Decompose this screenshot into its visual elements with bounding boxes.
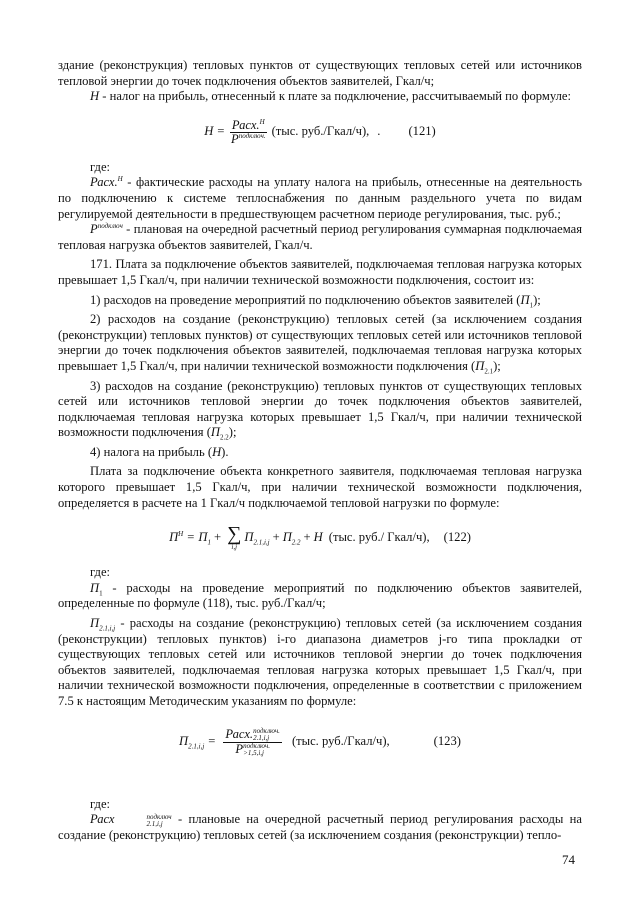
formula-121-denominator: $P^{подключ.}$ (231, 131, 266, 146)
formula-123-fraction (223, 728, 282, 757)
paragraph-rasch-definition: Расх.$^Н$ - фактические расходы на уплату налога на прибыль, отнесенные на деятельность по подключению к системе теплоснабжения по данным раздельного учета по видам регулируемой деятельности в предшествующем расчетном периоде регулирования, тыс. руб.; (58, 175, 582, 221)
formula-123-unit: (тыс. руб./Гкал/ч), (291, 734, 390, 749)
paragraph-h-definition (58, 89, 582, 105)
symbol-h: Н (90, 89, 100, 104)
paragraph-p-definition: $P^{подключ}$ - плановая на очередной расчетный период регулирования суммарная подключаемая тепловая нагрузка объектов заявителей, Гкал/ч. (58, 221, 582, 252)
formula-121-lhs: Н = (204, 124, 225, 139)
page-number: 74 (562, 852, 575, 867)
formula-121-numerator: Расх.$^Н$ (231, 117, 265, 132)
formula-122-term1: $П_1$ (198, 530, 211, 547)
paragraph-171: 171. Плата за подключение объектов заявителей, подключаемая тепловая нагрузка которых превышает 1,5 Гкал/ч, при наличии технической возможности подключения, состоит из: (58, 257, 582, 287)
formula-122-term3: $П_{2.2}$ (282, 530, 301, 547)
formula-123-numerator: Расх. подключ. 2.1,i,j (225, 726, 280, 742)
formula-121-unit: (тыс. руб./Гкал/ч), (271, 124, 370, 139)
formula-122-number: (122) (443, 530, 471, 545)
list-item-2: 2) расходов на создание (реконструкцию) тепловых сетей (за исключением создания (реконструкции) тепловых пунктов) от существующих тепловых сетей или источников тепловой энергии до точек подключения объектов заявителей, подключаемая тепловая нагрузка которых превышает 1,5 Гкал/ч, при наличии технической возможности подключения $(П_{2.1})$; (58, 312, 582, 376)
text-h: - налог на прибыль, отнесенный к плате за подключение, рассчитываемый по формуле: (99, 89, 571, 104)
formula-122-term4: Н (313, 530, 323, 545)
where-label-3: где: (90, 796, 111, 811)
paragraph-continuation: здание (реконструкция) тепловых пунктов от существующих тепловых сетей или источников тепловой энергии до точек подключения объектов заявителей, Гкал/ч; (58, 58, 582, 88)
formula-123-lhs: $П_{2.1,i,j}$ (179, 734, 205, 751)
formula-123: $П_{2.1,i,j}$ = Расх. подключ. 2.1,i,j P подключ. >1,5,i,j (тыс. руб./Гкал/ч), (123) (179, 726, 461, 757)
where-label-2: где: (90, 565, 111, 580)
formula-121 (58, 119, 582, 146)
formula-121-dot: . (377, 124, 381, 139)
where-label-1: где: (90, 159, 111, 174)
formula-122: $П^Н$ = $П_1$ + ∑ i,j $П_{2.1,i,j}$ + $П_{2.2}$ + Н (тыс. руб./ Гкал/ч), (122) (169, 523, 471, 552)
document-page (58, 58, 582, 844)
list-item-1: 1) расходов на проведение мероприятий по подключению объектов заявителей $(П_1)$; (90, 292, 541, 310)
formula-123-denominator: P подключ. >1,5,i,j (235, 741, 270, 757)
formula-121-number: (121) (408, 124, 436, 139)
list-item-3: 3) расходов на создание (реконструкцию) тепловых пунктов от существующих тепловых сетей или источников тепловой энергии до точек подключения объектов заявителей, подключаемая тепловая нагрузка которых превышает 1,5 Гкал/ч, при наличии технической возможности подключения $(П_{2.2})$; (58, 378, 582, 442)
paragraph-last-definition: Расх подключ 2.1,i,j - плановые на очередной расчетный период регулирования расходы на создание (реконструкцию) тепловых сетей (за исключением создания (реконструкции) тепло- (58, 812, 582, 842)
paragraph-p1-definition: $П_1$ - расходы на проведение мероприятий по подключению объектов заявителей, определенные по формуле (118), тыс. руб./Гкал/ч; (58, 580, 582, 611)
paragraph-plata: Плата за подключение объекта конкретного заявителя, подключаемая тепловая нагрузка которого превышает 1,5 Гкал/ч, при наличии технической возможности подключения, определяется в расчете на 1 Гкал/ч подключаемой тепловой нагрузки по формуле: (58, 464, 582, 510)
formula-122-unit: (тыс. руб./ Гкал/ч), (328, 530, 430, 545)
formula-123-number: (123) (433, 734, 461, 749)
formula-122-term2: $П_{2.1,i,j}$ (244, 530, 270, 547)
formula-122-sum: ∑ i,j (227, 523, 242, 552)
formula-122-lhs: $П^Н$ (169, 530, 184, 545)
paragraph-p21-definition: $П_{2.1,i,j}$ - расходы на создание (реконструкцию) тепловых сетей (за исключением создания (реконструкции) тепловых пунктов) i-го диапазона диаметров j-го типа прокладки от существующих тепловых сетей или источников тепловой энергии до точек подключения объектов заявителей, подключаемая тепловая нагрузка которых превышает 1,5 Гкал/ч, при наличии технической возможности подключения, определенные в соответствии с приложением 7.5 к настоящим Методическим указаниям по формуле: (58, 616, 582, 708)
list-item-4: 4) налога на прибыль (Н). (90, 444, 229, 459)
formula-121-fraction (229, 119, 268, 146)
